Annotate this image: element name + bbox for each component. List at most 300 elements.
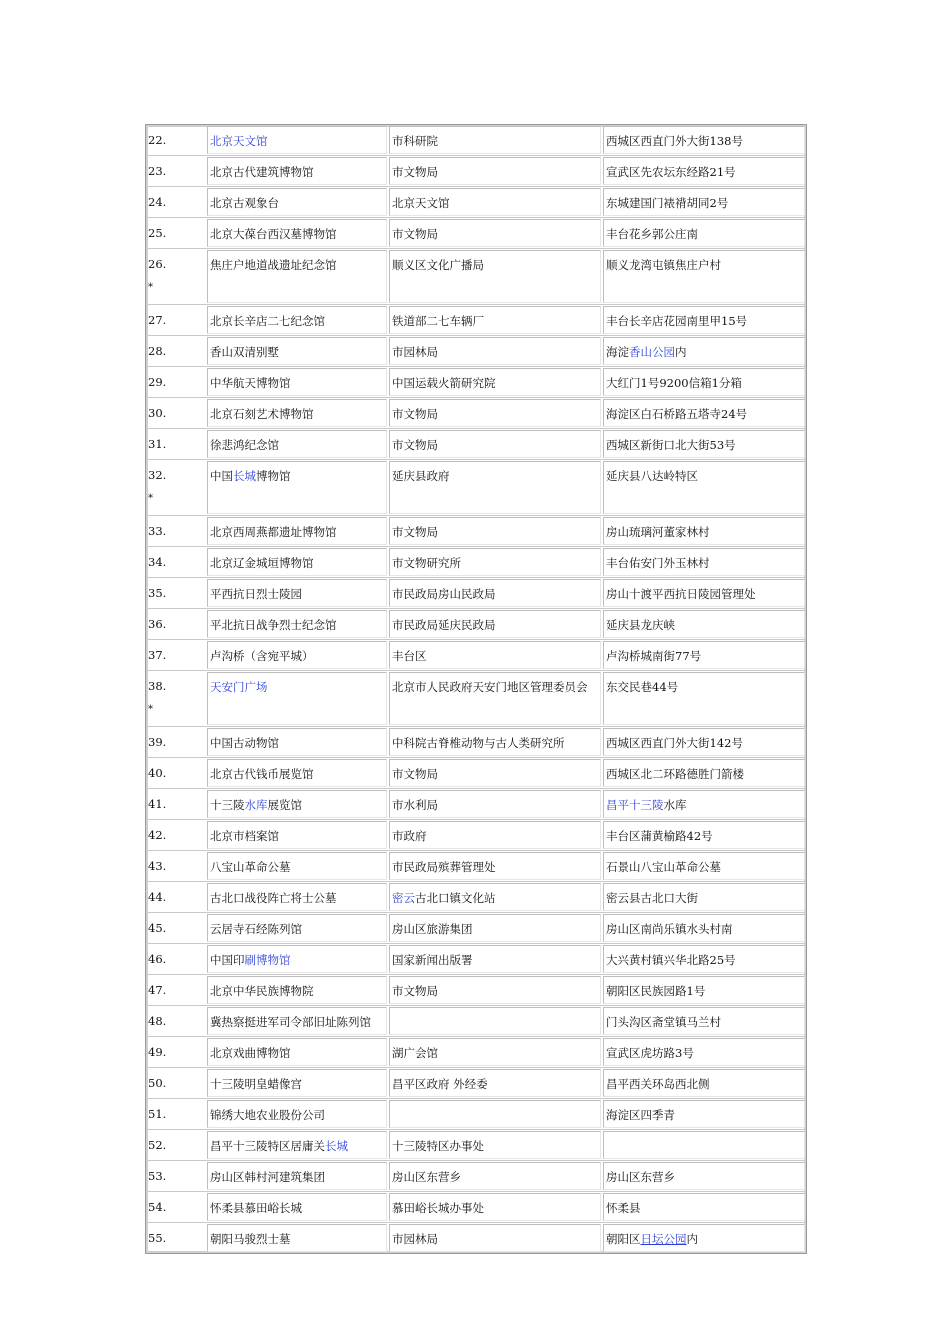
cell-text: 北京古代建筑博物馆 xyxy=(210,165,314,179)
row-number-cell xyxy=(146,1007,206,1035)
cell-text: 丰台区蒲黄榆路42号 xyxy=(606,829,713,843)
row-number-cell xyxy=(146,790,206,818)
address-cell xyxy=(603,1069,805,1097)
cell-text: 房山区东营乡 xyxy=(606,1170,675,1184)
organization-cell xyxy=(389,1007,601,1035)
cell-text: 市文物局 xyxy=(392,525,438,539)
cell-text: 十三陵特区办事处 xyxy=(392,1139,484,1153)
organization-cell xyxy=(389,548,601,576)
museum-name-cell xyxy=(207,1224,387,1252)
row-number-cell xyxy=(146,157,206,185)
link-text[interactable]: 昌平十三陵 xyxy=(606,798,664,812)
row-number: 41. xyxy=(148,797,167,811)
cell-text: 中国运载火箭研究院 xyxy=(392,376,496,390)
museum-name-cell xyxy=(207,461,387,514)
table-row xyxy=(146,1191,806,1222)
cell-text: 昌平十三陵特区居庸关 xyxy=(210,1139,325,1153)
link-text[interactable]: 刷博物馆 xyxy=(244,953,291,967)
row-number-cell xyxy=(146,517,206,545)
address-cell xyxy=(603,914,805,942)
cell-text: 市文物局 xyxy=(392,767,438,781)
row-number: 36. xyxy=(148,617,167,631)
address-cell xyxy=(603,641,805,669)
cell-text: 湖广会馆 xyxy=(392,1046,438,1060)
address-cell xyxy=(603,430,805,458)
museum-name-cell xyxy=(207,976,387,1004)
organization-cell xyxy=(389,1038,601,1066)
cell-text: 中国 xyxy=(210,469,233,483)
organization-cell xyxy=(389,852,601,880)
museum-name-cell xyxy=(207,914,387,942)
cell-text: 卢沟桥（含宛平城） xyxy=(210,649,314,663)
museum-name-cell xyxy=(207,548,387,576)
museum-name-cell xyxy=(207,157,387,185)
address-cell xyxy=(603,461,805,514)
row-number-cell xyxy=(146,430,206,458)
museum-name-cell xyxy=(207,790,387,818)
cell-text: 徐悲鸿纪念馆 xyxy=(210,438,279,452)
museum-name-cell xyxy=(207,579,387,607)
address-cell xyxy=(603,1007,805,1035)
table-row xyxy=(146,515,806,546)
row-number-cell xyxy=(146,368,206,396)
cell-text: 铁道部二七车辆厂 xyxy=(392,314,484,328)
cell-text: 锦绣大地农业股份公司 xyxy=(210,1108,325,1122)
row-number: 44. xyxy=(148,890,167,904)
link-text[interactable]: 天安门广场 xyxy=(210,680,268,694)
row-number: 35. xyxy=(148,586,167,600)
table-row xyxy=(146,248,806,304)
row-number: 38. xyxy=(148,679,167,693)
address-cell xyxy=(603,250,805,303)
row-number: 47. xyxy=(148,983,167,997)
museum-name-cell xyxy=(207,883,387,911)
cell-text: 市文物局 xyxy=(392,227,438,241)
cell-text: 十三陵 xyxy=(210,798,245,812)
cell-text: 香山双清别墅 xyxy=(210,345,279,359)
cell-text: 房山琉璃河董家林村 xyxy=(606,525,710,539)
row-number: 55. xyxy=(148,1231,167,1245)
cell-text: 北京辽金城垣博物馆 xyxy=(210,556,314,570)
cell-text: 展览馆 xyxy=(267,798,302,812)
organization-cell xyxy=(389,1193,601,1221)
cell-text: 丰台佑安门外玉林村 xyxy=(606,556,710,570)
cell-text: 冀热察挺进军司令部旧址陈列馆 xyxy=(210,1015,371,1029)
cell-text: 昌平区政府 外经委 xyxy=(392,1077,488,1091)
row-number: 48. xyxy=(148,1014,167,1028)
row-number: 53. xyxy=(148,1169,167,1183)
cell-text: 北京中华民族博物院 xyxy=(210,984,314,998)
address-cell xyxy=(603,1038,805,1066)
address-cell xyxy=(603,517,805,545)
cell-text: 国家新闻出版署 xyxy=(392,953,473,967)
organization-cell xyxy=(389,883,601,911)
organization-cell xyxy=(389,430,601,458)
cell-text: 古北口战役阵亡将士公墓 xyxy=(210,891,337,905)
organization-cell xyxy=(389,821,601,849)
museum-name-cell xyxy=(207,1007,387,1035)
link-text[interactable]: 长城 xyxy=(233,469,256,483)
table-row xyxy=(146,639,806,670)
address-cell xyxy=(603,188,805,216)
cell-text: 西城区北二环路德胜门箭楼 xyxy=(606,767,744,781)
organization-cell xyxy=(389,250,601,303)
star-marker: * xyxy=(148,282,153,293)
cell-text: 市文物局 xyxy=(392,984,438,998)
cell-text: 中国印 xyxy=(210,953,245,967)
cell-text: 市水利局 xyxy=(392,798,438,812)
cell-text: 十三陵明皇蜡像宫 xyxy=(210,1077,302,1091)
table-row xyxy=(146,881,806,912)
row-number: 49. xyxy=(148,1045,167,1059)
cell-text: 西城区西直门外大街138号 xyxy=(606,134,743,148)
organization-cell xyxy=(389,126,601,154)
cell-text: 顺义龙湾屯镇焦庄户村 xyxy=(606,258,721,272)
link-text[interactable]: 长城 xyxy=(325,1139,348,1153)
row-number: 23. xyxy=(148,164,167,178)
museum-name-cell xyxy=(207,1193,387,1221)
cell-text: 房山十渡平西抗日陵园管理处 xyxy=(606,587,756,601)
row-number: 40. xyxy=(148,766,167,780)
museum-name-cell xyxy=(207,945,387,973)
museum-name-cell xyxy=(207,1069,387,1097)
cell-text: 房山区旅游集团 xyxy=(392,922,473,936)
row-number-cell xyxy=(146,1193,206,1221)
cell-text: 中国古动物馆 xyxy=(210,736,279,750)
organization-cell xyxy=(389,219,601,247)
row-number: 54. xyxy=(148,1200,167,1214)
cell-text: 内 xyxy=(675,345,687,359)
cell-text: 丰台长辛店花园南里甲15号 xyxy=(606,314,748,328)
table-row xyxy=(146,397,806,428)
table-row xyxy=(146,912,806,943)
cell-text: 延庆县政府 xyxy=(392,469,450,483)
address-cell xyxy=(603,1100,805,1128)
cell-text: 北京长辛店二七纪念馆 xyxy=(210,314,325,328)
cell-text: 北京市档案馆 xyxy=(210,829,279,843)
link-text[interactable]: 香山公园 xyxy=(629,345,675,359)
table-row xyxy=(146,335,806,366)
museum-name-cell xyxy=(207,126,387,154)
organization-cell xyxy=(389,306,601,334)
cell-text: 市科研院 xyxy=(392,134,438,148)
row-number: 39. xyxy=(148,735,167,749)
table-row xyxy=(146,428,806,459)
cell-text: 市园林局 xyxy=(392,1232,438,1246)
cell-text: 东城建国门裱褙胡同2号 xyxy=(606,196,729,210)
cell-text: 中华航天博物馆 xyxy=(210,376,291,390)
cell-text: 平北抗日战争烈士纪念馆 xyxy=(210,618,337,632)
row-number-cell xyxy=(146,728,206,756)
cell-text: 博物馆 xyxy=(256,469,291,483)
cell-text: 顺义区文化广播局 xyxy=(392,258,484,272)
organization-cell xyxy=(389,1069,601,1097)
organization-cell xyxy=(389,1162,601,1190)
address-cell xyxy=(603,852,805,880)
table-row xyxy=(146,155,806,186)
museum-name-cell xyxy=(207,1100,387,1128)
cell-text: 密云县古北口大街 xyxy=(606,891,698,905)
row-number: 30. xyxy=(148,406,167,420)
table-row xyxy=(146,217,806,248)
row-number-cell xyxy=(146,250,206,303)
table-row xyxy=(146,366,806,397)
address-cell xyxy=(603,548,805,576)
museum-name-cell xyxy=(207,852,387,880)
row-number: 26. xyxy=(148,257,167,271)
museum-name-cell xyxy=(207,517,387,545)
cell-text: 市政府 xyxy=(392,829,427,843)
row-number: 43. xyxy=(148,859,167,873)
museum-name-cell xyxy=(207,1131,387,1159)
organization-cell xyxy=(389,399,601,427)
museum-name-cell xyxy=(207,430,387,458)
cell-text: 朝阳马骏烈士墓 xyxy=(210,1232,291,1246)
organization-cell xyxy=(389,1100,601,1128)
organization-cell xyxy=(389,1224,601,1252)
organization-cell xyxy=(389,579,601,607)
row-number-cell xyxy=(146,641,206,669)
cell-text: 房山区东营乡 xyxy=(392,1170,461,1184)
row-number-cell xyxy=(146,914,206,942)
table-row xyxy=(146,577,806,608)
row-number-cell xyxy=(146,306,206,334)
table-row xyxy=(146,757,806,788)
cell-text: 北京天文馆 xyxy=(392,196,450,210)
row-number-cell xyxy=(146,337,206,365)
cell-text: 门头沟区斋堂镇马兰村 xyxy=(606,1015,721,1029)
table-row xyxy=(146,670,806,726)
cell-text: 市民政局延庆民政局 xyxy=(392,618,496,632)
row-number: 31. xyxy=(148,437,167,451)
museum-name-cell xyxy=(207,250,387,303)
cell-text: 焦庄户地道战遗址纪念馆 xyxy=(210,258,337,272)
address-cell xyxy=(603,759,805,787)
row-number-cell xyxy=(146,579,206,607)
cell-text: 古北口镇文化站 xyxy=(415,891,496,905)
organization-cell xyxy=(389,368,601,396)
address-cell xyxy=(603,368,805,396)
table-row xyxy=(146,459,806,515)
row-number-cell xyxy=(146,1069,206,1097)
row-number-cell xyxy=(146,945,206,973)
cell-text: 市民政局殡葬管理处 xyxy=(392,860,496,874)
link-text[interactable]: 日坛公园 xyxy=(640,1232,687,1246)
museum-name-cell xyxy=(207,672,387,725)
cell-text: 丰台花乡郭公庄南 xyxy=(606,227,698,241)
cell-text: 八宝山革命公墓 xyxy=(210,860,291,874)
table-row xyxy=(146,819,806,850)
cell-text: 石景山八宝山革命公墓 xyxy=(606,860,721,874)
table-row xyxy=(146,974,806,1005)
row-number: 32. xyxy=(148,468,167,482)
address-cell xyxy=(603,579,805,607)
address-cell xyxy=(603,790,805,818)
cell-text: 西城区西直门外大街142号 xyxy=(606,736,743,750)
organization-cell xyxy=(389,337,601,365)
museum-name-cell xyxy=(207,1038,387,1066)
organization-cell xyxy=(389,728,601,756)
star-marker: * xyxy=(148,493,153,504)
table-row xyxy=(146,1005,806,1036)
organization-cell xyxy=(389,790,601,818)
row-number: 22. xyxy=(148,133,167,147)
cell-text: 市民政局房山民政局 xyxy=(392,587,496,601)
address-cell xyxy=(603,219,805,247)
row-number: 37. xyxy=(148,648,167,662)
museum-list-table xyxy=(145,124,807,1254)
row-number: 52. xyxy=(148,1138,167,1152)
row-number-cell xyxy=(146,672,206,725)
cell-text: 市文物局 xyxy=(392,407,438,421)
museum-name-cell xyxy=(207,306,387,334)
row-number-cell xyxy=(146,461,206,514)
row-number: 27. xyxy=(148,313,167,327)
address-cell xyxy=(603,1224,805,1252)
row-number-cell xyxy=(146,188,206,216)
table-row xyxy=(146,186,806,217)
cell-text: 大红门1号9200信箱1分箱 xyxy=(606,376,742,390)
organization-cell xyxy=(389,976,601,1004)
cell-text: 卢沟桥城南街77号 xyxy=(606,649,702,663)
museum-name-cell xyxy=(207,759,387,787)
cell-text: 海淀区白石桥路五塔寺24号 xyxy=(606,407,748,421)
cell-text: 丰台区 xyxy=(392,649,427,663)
cell-text: 宣武区先农坛东经路21号 xyxy=(606,165,736,179)
cell-text: 朝阳区 xyxy=(606,1232,641,1246)
cell-text: 云居寺石经陈列馆 xyxy=(210,922,302,936)
row-number-cell xyxy=(146,821,206,849)
row-number-cell xyxy=(146,759,206,787)
row-number: 51. xyxy=(148,1107,167,1121)
cell-text: 昌平西关环岛西北侧 xyxy=(606,1077,710,1091)
cell-text: 房山区南尚乐镇水头村南 xyxy=(606,922,733,936)
museum-name-cell xyxy=(207,1162,387,1190)
organization-cell xyxy=(389,610,601,638)
cell-text: 北京市人民政府天安门地区管理委员会 xyxy=(392,680,588,694)
address-cell xyxy=(603,157,805,185)
row-number-cell xyxy=(146,1224,206,1252)
cell-text: 怀柔县 xyxy=(606,1201,641,1215)
cell-text: 平西抗日烈士陵园 xyxy=(210,587,302,601)
organization-cell xyxy=(389,914,601,942)
cell-text: 海淀 xyxy=(606,345,629,359)
museum-name-cell xyxy=(207,610,387,638)
table-row xyxy=(146,1222,806,1253)
cell-text: 北京西周燕都遗址博物馆 xyxy=(210,525,337,539)
table-row xyxy=(146,1160,806,1191)
cell-text: 市园林局 xyxy=(392,345,438,359)
table-row xyxy=(146,726,806,757)
row-number-cell xyxy=(146,1100,206,1128)
link-text[interactable]: 密云 xyxy=(392,891,415,905)
row-number-cell xyxy=(146,610,206,638)
address-cell xyxy=(603,728,805,756)
cell-text: 北京大葆台西汉墓博物馆 xyxy=(210,227,337,241)
address-cell xyxy=(603,399,805,427)
address-cell xyxy=(603,337,805,365)
table-row xyxy=(146,1098,806,1129)
address-cell xyxy=(603,976,805,1004)
museum-name-cell xyxy=(207,821,387,849)
table-row xyxy=(146,1129,806,1160)
cell-text: 慕田峪长城办事处 xyxy=(392,1201,484,1215)
address-cell xyxy=(603,1131,805,1159)
star-marker: * xyxy=(148,704,153,715)
address-cell xyxy=(603,672,805,725)
table-row xyxy=(146,1067,806,1098)
museum-name-cell xyxy=(207,399,387,427)
address-cell xyxy=(603,945,805,973)
row-number: 42. xyxy=(148,828,167,842)
organization-cell xyxy=(389,759,601,787)
organization-cell xyxy=(389,672,601,725)
table-row xyxy=(146,850,806,881)
museum-name-cell xyxy=(207,337,387,365)
cell-text: 中科院古脊椎动物与古人类研究所 xyxy=(392,736,565,750)
organization-cell xyxy=(389,1131,601,1159)
organization-cell xyxy=(389,188,601,216)
link-text[interactable]: 北京天文馆 xyxy=(210,134,268,148)
museum-name-cell xyxy=(207,188,387,216)
address-cell xyxy=(603,126,805,154)
cell-text: 市文物局 xyxy=(392,438,438,452)
row-number: 45. xyxy=(148,921,167,935)
row-number: 29. xyxy=(148,375,167,389)
table-row xyxy=(146,943,806,974)
table-row xyxy=(146,1036,806,1067)
cell-text: 市文物局 xyxy=(392,165,438,179)
cell-text: 内 xyxy=(686,1232,698,1246)
cell-text: 怀柔县慕田峪长城 xyxy=(210,1201,302,1215)
museum-name-cell xyxy=(207,219,387,247)
museum-name-cell xyxy=(207,728,387,756)
table-row xyxy=(146,125,806,155)
address-cell xyxy=(603,610,805,638)
table-row xyxy=(146,608,806,639)
cell-text: 北京石刻艺术博物馆 xyxy=(210,407,314,421)
row-number-cell xyxy=(146,883,206,911)
row-number: 33. xyxy=(148,524,167,538)
cell-text: 大兴黄村镇兴华北路25号 xyxy=(606,953,736,967)
address-cell xyxy=(603,1193,805,1221)
organization-cell xyxy=(389,157,601,185)
table-row xyxy=(146,788,806,819)
cell-text: 海淀区四季青 xyxy=(606,1108,675,1122)
link-text[interactable]: 水库 xyxy=(244,798,268,812)
table-row xyxy=(146,304,806,335)
cell-text: 宣武区虎坊路3号 xyxy=(606,1046,694,1060)
address-cell xyxy=(603,306,805,334)
row-number-cell xyxy=(146,126,206,154)
row-number-cell xyxy=(146,548,206,576)
cell-text: 延庆县八达岭特区 xyxy=(606,469,698,483)
row-number: 50. xyxy=(148,1076,167,1090)
row-number-cell xyxy=(146,976,206,1004)
row-number-cell xyxy=(146,219,206,247)
address-cell xyxy=(603,883,805,911)
cell-text: 西城区新街口北大街53号 xyxy=(606,438,736,452)
row-number-cell xyxy=(146,1131,206,1159)
museum-name-cell xyxy=(207,641,387,669)
row-number-cell xyxy=(146,399,206,427)
organization-cell xyxy=(389,641,601,669)
cell-text: 延庆县龙庆峡 xyxy=(606,618,675,632)
organization-cell xyxy=(389,945,601,973)
address-cell xyxy=(603,821,805,849)
row-number: 34. xyxy=(148,555,167,569)
row-number: 25. xyxy=(148,226,167,240)
